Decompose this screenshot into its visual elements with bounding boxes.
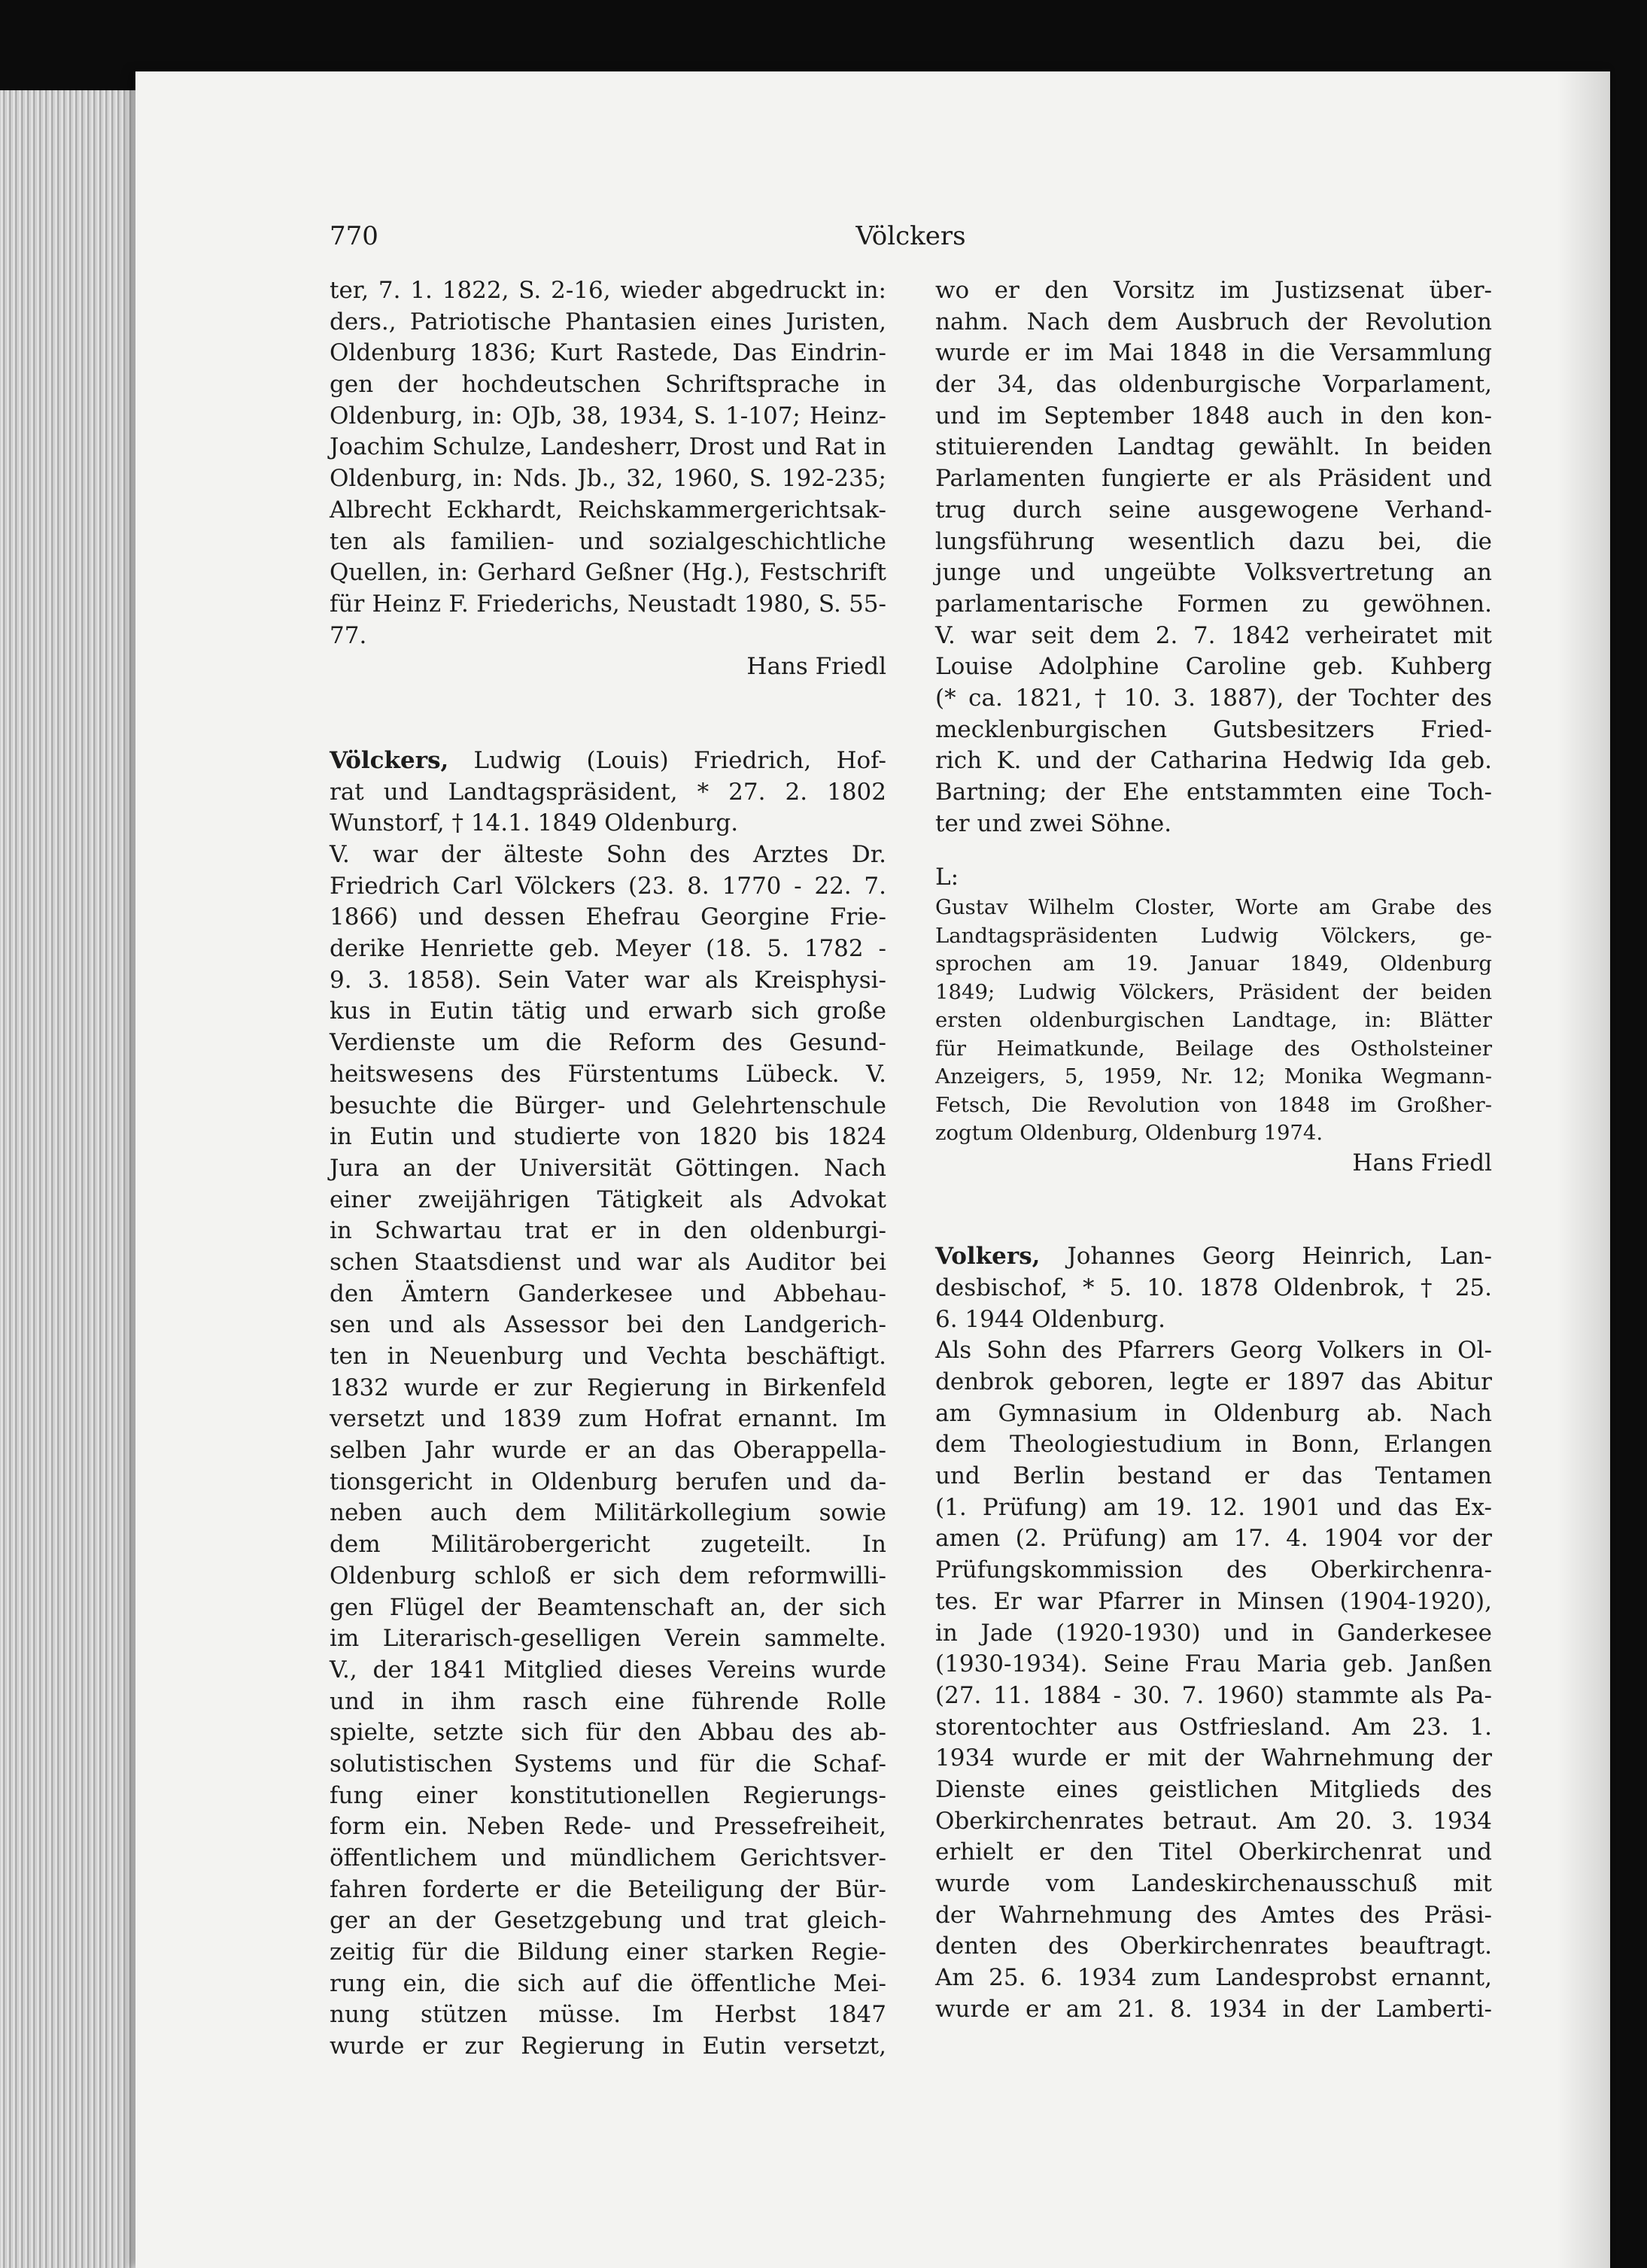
entry-separator <box>330 683 886 745</box>
previous-entry-literature <box>330 275 886 651</box>
literature-label: L: <box>935 864 959 891</box>
running-title: Völckers <box>855 221 966 251</box>
next-entry-heading-rest: Johannes Georg Heinrich, Lan- <box>1040 1243 1492 1271</box>
text-line: Am 25. 6. 1934 zum Landesprobst ernannt, <box>935 1964 1492 1992</box>
next-entry-heading-first-line <box>935 1241 1492 1273</box>
text-line: der Wahrnehmung des Amtes des Präsi- <box>935 1901 1492 1929</box>
text-line: tionsgericht in Oldenburg berufen und da- <box>330 1468 886 1495</box>
literature-list <box>935 894 1492 1148</box>
text-line: amen (2. Prüfung) am 17. 4. 1904 vor der <box>935 1525 1492 1553</box>
text-line: 77. <box>330 621 367 649</box>
entry-heading-lines <box>330 777 886 839</box>
text-line: sen und als Assessor bei den Landgerich- <box>330 1311 886 1339</box>
book-page-edges <box>0 90 150 2268</box>
text-line: in Schwartau trat er in den oldenburgi- <box>330 1217 886 1245</box>
text-line: 1849; Ludwig Völckers, Präsident der beiden <box>935 979 1492 1004</box>
text-line: storentochter aus Ostfriesland. Am 23. 1. <box>935 1713 1492 1741</box>
text-line: form ein. Neben Rede- und Pressefreiheit, <box>330 1813 886 1841</box>
text-line: kus in Eutin tätig und erwarb sich große <box>330 997 886 1025</box>
text-line: lungsführung wesentlich dazu bei, die <box>935 527 1492 555</box>
entry-separator-2 <box>935 1179 1492 1241</box>
text-line: Gustav Wilhelm Closter, Worte am Grabe des <box>935 895 1492 920</box>
text-line: ders., Patriotische Phantasien eines Juristen, <box>330 308 886 335</box>
text-line: spielte, setzte sich für den Abbau des ab- <box>330 1719 886 1747</box>
text-line: Als Sohn des Pfarrers Georg Volkers in Ol- <box>935 1337 1492 1365</box>
text-line: Jura an der Universität Göttingen. Nach <box>330 1154 886 1182</box>
text-line: zeitig für die Bildung einer starken Regie- <box>330 1939 886 1966</box>
text-line: rich K. und der Catharina Hedwig Ida geb. <box>935 747 1492 775</box>
text-line: Anzeigers, 5, 1959, Nr. 12; Monika Wegmann- <box>935 1064 1492 1089</box>
text-line: trug durch seine ausgewogene Verhand- <box>935 496 1492 524</box>
entry-body-continued <box>935 275 1492 839</box>
text-line: (1. Prüfung) am 19. 12. 1901 und das Ex- <box>935 1493 1492 1521</box>
text-line: dem Theologiestudium in Bonn, Erlangen <box>935 1431 1492 1459</box>
text-line: V. war der älteste Sohn des Arztes Dr. <box>330 841 886 868</box>
text-line: stituierenden Landtag gewählt. In beiden <box>935 433 1492 461</box>
text-line: fahren forderte er die Beteiligung der Bür- <box>330 1875 886 1903</box>
text-line: am Gymnasium in Oldenburg ab. Nach <box>935 1399 1492 1427</box>
text-line: solutistischen Systems und für die Schaf- <box>330 1750 886 1778</box>
entry-body-voelckers <box>330 839 886 2063</box>
text-line: Oldenburg 1836; Kurt Rastede, Das Eindrin- <box>330 339 886 367</box>
text-line: tes. Er war Pfarrer in Minsen (1904-1920), <box>935 1587 1492 1615</box>
text-line: Oberkirchenrates betraut. Am 20. 3. 1934 <box>935 1807 1492 1835</box>
text-line: ter, 7. 1. 1822, S. 2-16, wieder abgedruckt in: <box>330 277 886 304</box>
next-entry-name: Volkers, <box>935 1243 1041 1271</box>
text-line: und im September 1848 auch in den kon- <box>935 402 1492 430</box>
previous-entry-author: Hans Friedl <box>746 653 886 681</box>
text-line: rat und Landtagspräsident, * 27. 2. 1802 <box>330 778 886 806</box>
text-line: in Jade (1920-1930) und in Ganderkesee <box>935 1619 1492 1647</box>
text-line: besuchte die Bürger- und Gelehrtenschule <box>330 1091 886 1119</box>
text-line: Oldenburg schloß er sich dem reformwilli- <box>330 1562 886 1589</box>
entry-name: Völckers, <box>330 746 449 774</box>
text-line: Joachim Schulze, Landesherr, Drost und Rat in <box>330 433 886 461</box>
text-line: fung einer konstitutionellen Regierungs- <box>330 1781 886 1809</box>
text-line: Bartning; der Ehe entstammten eine Toch- <box>935 779 1492 806</box>
text-line: Parlamenten fungierte er als Präsident und <box>935 465 1492 493</box>
text-line: denten des Oberkirchenrates beauftragt. <box>935 1933 1492 1960</box>
text-line: wurde er am 21. 8. 1934 in der Lamberti- <box>935 1995 1492 2023</box>
text-line: 6. 1944 Oldenburg. <box>935 1305 1165 1333</box>
entry-body-volkers <box>935 1335 1492 2025</box>
text-line: Wunstorf, † 14.1. 1849 Oldenburg. <box>330 809 739 837</box>
text-line: schen Staatsdienst und war als Auditor bei <box>330 1248 886 1276</box>
text-line: selben Jahr wurde er an das Oberappella- <box>330 1437 886 1465</box>
text-line: den Ämtern Ganderkesee und Abbehau- <box>330 1280 886 1307</box>
text-line: wurde er im Mai 1848 in die Versammlung <box>935 339 1492 367</box>
text-line: wurde vom Landeskirchenausschuß mit <box>935 1870 1492 1897</box>
text-line: dem Militärobergericht zugeteilt. In <box>330 1531 886 1559</box>
text-line: Prüfungskommission des Oberkirchenra- <box>935 1556 1492 1584</box>
next-entry-heading-lines <box>935 1273 1492 1335</box>
text-line: mecklenburgischen Gutsbesitzers Fried- <box>935 715 1492 743</box>
text-line: Fetsch, Die Revolution von 1848 im Großher- <box>935 1092 1492 1117</box>
entry-author: Hans Friedl <box>1352 1149 1492 1177</box>
text-line: V. war seit dem 2. 7. 1842 verheiratet mit <box>935 621 1492 649</box>
text-line: ger an der Gesetzgebung und trat gleich- <box>330 1907 886 1935</box>
text-line: nahm. Nach dem Ausbruch der Revolution <box>935 308 1492 335</box>
text-line: zogtum Oldenburg, Oldenburg 1974. <box>935 1121 1323 1146</box>
text-line: (1930-1934). Seine Frau Maria geb. Janßen <box>935 1650 1492 1678</box>
text-line: wo er den Vorsitz im Justizsenat über- <box>935 277 1492 304</box>
text-line: gen der hochdeutschen Schriftsprache in <box>330 371 886 399</box>
text-line: ten als familien- und sozialgeschichtliche <box>330 527 886 555</box>
text-line: nung stützen müsse. Im Herbst 1847 <box>330 2001 886 2029</box>
text-line: und Berlin bestand er das Tentamen <box>935 1462 1492 1490</box>
text-line: im Literarisch-geselligen Verein sammelte. <box>330 1625 886 1653</box>
text-line: Verdienste um die Reform des Gesund- <box>330 1029 886 1057</box>
text-line: Albrecht Eckhardt, Reichskammergerichtsak- <box>330 496 886 524</box>
text-line: ersten oldenburgischen Landtage, in: Blätter <box>935 1008 1492 1033</box>
text-line: Oldenburg, in: Nds. Jb., 32, 1960, S. 192-235; <box>330 465 886 493</box>
entry-heading-volkers <box>935 1241 1492 1335</box>
entry-heading-voelckers <box>330 745 886 839</box>
text-line: ten in Neuenburg und Vechta beschäftigt. <box>330 1343 886 1370</box>
text-line: wurde er zur Regierung in Eutin versetzt, <box>330 2033 886 2060</box>
entry-heading-rest: Ludwig (Louis) Friedrich, Hof- <box>448 746 886 774</box>
text-line: sprochen am 19. Januar 1849, Oldenburg <box>935 952 1492 976</box>
text-line: V., der 1841 Mitglied dieses Vereins wurde <box>330 1656 886 1684</box>
text-line: für Heinz F. Friederichs, Neustadt 1980, S. 55- <box>330 590 886 618</box>
text-line: Louise Adolphine Caroline geb. Kuhberg <box>935 653 1492 681</box>
text-line: 1832 wurde er zur Regierung in Birkenfeld <box>330 1374 886 1401</box>
running-head <box>330 221 1492 259</box>
text-line: heitswesens des Fürstentums Lübeck. V. <box>330 1060 886 1088</box>
text-line: neben auch dem Militärkollegium sowie <box>330 1499 886 1527</box>
text-line: Quellen, in: Gerhard Geßner (Hg.), Festschrift <box>330 559 886 587</box>
literature-spacer <box>935 839 1492 862</box>
text-line: und in ihm rasch eine führende Rolle <box>330 1687 886 1715</box>
text-line: Dienste eines geistlichen Mitglieds des <box>935 1775 1492 1803</box>
text-line: in Eutin und studierte von 1820 bis 1824 <box>330 1123 886 1151</box>
right-column <box>935 275 1492 2025</box>
text-line: der 34, das oldenburgische Vorparlament, <box>935 371 1492 399</box>
text-line: erhielt er den Titel Oberkirchenrat und <box>935 1838 1492 1866</box>
text-line: denbrok geboren, legte er 1897 das Abitur <box>935 1368 1492 1395</box>
text-line: (* ca. 1821, † 10. 3. 1887), der Tochter des <box>935 684 1492 712</box>
text-line: 1866) und dessen Ehefrau Georgine Frie- <box>330 903 886 931</box>
text-line: desbischof, * 5. 10. 1878 Oldenbrok, † 25. <box>935 1274 1492 1301</box>
text-line: 9. 3. 1858). Sein Vater war als Kreisphysi- <box>330 966 886 994</box>
text-line: derike Henriette geb. Meyer (18. 5. 1782 - <box>330 935 886 963</box>
page-gutter-shadow <box>1557 71 1610 2268</box>
text-line: für Heimatkunde, Beilage des Ostholsteiner <box>935 1036 1492 1061</box>
text-line: versetzt und 1839 zum Hofrat ernannt. Im <box>330 1405 886 1433</box>
text-line: ter und zwei Söhne. <box>935 809 1172 837</box>
text-line: 1934 wurde er mit der Wahrnehmung der <box>935 1744 1492 1772</box>
text-line: Oldenburg, in: OJb, 38, 1934, S. 1-107; Heinz- <box>330 402 886 430</box>
left-column <box>330 275 886 2063</box>
page-number: 770 <box>330 221 378 251</box>
text-line: Friedrich Carl Völckers (23. 8. 1770 - 22. 7. <box>330 872 886 900</box>
entry-heading-first-line <box>330 745 886 777</box>
text-line: rung ein, die sich auf die öffentliche Mei- <box>330 1969 886 1997</box>
text-line: öffentlichem und mündlichem Gerichtsver- <box>330 1844 886 1872</box>
text-line: gen Flügel der Beamtenschaft an, der sich <box>330 1593 886 1621</box>
text-line: parlamentarische Formen zu gewöhnen. <box>935 590 1492 618</box>
text-line: junge und ungeübte Volksvertretung an <box>935 559 1492 587</box>
text-line: (27. 11. 1884 - 30. 7. 1960) stammte als Pa- <box>935 1681 1492 1709</box>
text-line: Landtagspräsidenten Ludwig Völckers, ge- <box>935 923 1492 948</box>
text-line: einer zweijährigen Tätigkeit als Advokat <box>330 1186 886 1213</box>
